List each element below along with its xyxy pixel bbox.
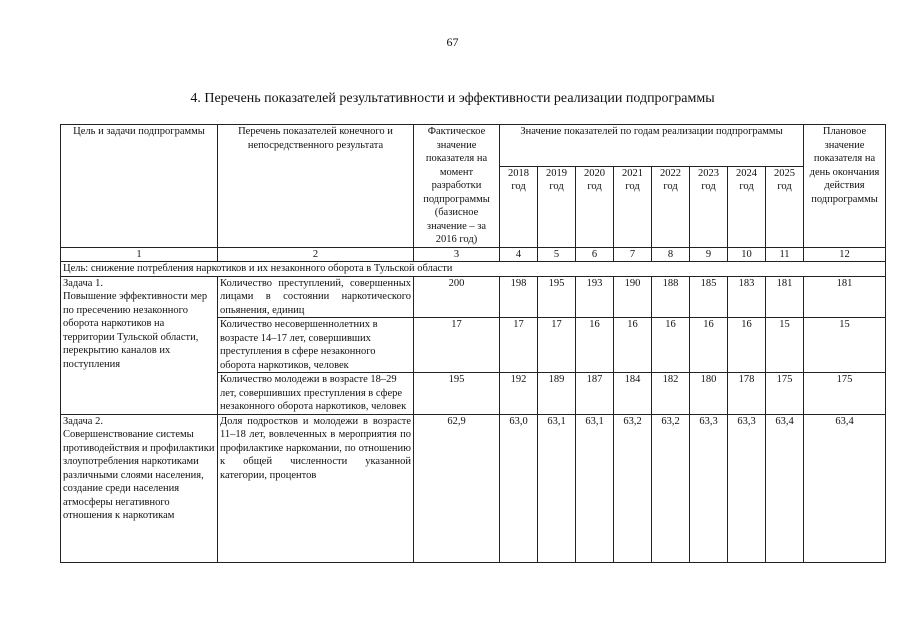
year-value: 63,1 — [538, 414, 576, 562]
header-year: 2023 год — [690, 166, 728, 247]
year-value: 178 — [728, 373, 766, 415]
year-value: 184 — [614, 373, 652, 415]
header-row — [61, 125, 886, 167]
year-value: 175 — [766, 373, 804, 415]
year-value: 187 — [576, 373, 614, 415]
year-value: 182 — [652, 373, 690, 415]
year-value: 63,2 — [614, 414, 652, 562]
year-value: 16 — [576, 318, 614, 373]
header-goal: Цель и задачи подпрограммы — [61, 125, 218, 248]
year-value: 17 — [538, 318, 576, 373]
indicator-name: Доля подростков и молодежи в возрасте 11–18 лет, вовлеченных в мероприятия по профилактике наркомании, по отношению к общей численности указанной категории, процентов — [218, 414, 414, 562]
year-value: 193 — [576, 276, 614, 318]
year-value: 183 — [728, 276, 766, 318]
year-value: 188 — [652, 276, 690, 318]
column-number: 6 — [576, 247, 614, 262]
header-year: 2021 год — [614, 166, 652, 247]
year-value: 16 — [614, 318, 652, 373]
column-number: 7 — [614, 247, 652, 262]
page-title: 4. Перечень показателей результативности и эффективности реализации подпрограммы — [190, 91, 715, 106]
year-value: 190 — [614, 276, 652, 318]
indicator-name: Количество молодежи в возрасте 18–29 лет, совершивших преступления в сфере незаконного оборота наркотиков, человек — [218, 373, 414, 415]
task-cell: Задача 1. Повышение эффективности мер по пресечению незаконного оборота наркотиков на территории Тульской области, перекрытию каналов их поступления — [61, 276, 218, 414]
column-number: 2 — [218, 247, 414, 262]
header-year: 2025 год — [766, 166, 804, 247]
indicator-name: Количество преступлений, совершенных лицами в состоянии наркотического опьянения, единиц — [218, 276, 414, 318]
column-number: 11 — [766, 247, 804, 262]
table-row — [61, 414, 886, 562]
year-value: 16 — [652, 318, 690, 373]
planned-value: 63,4 — [804, 414, 886, 562]
header-year: 2020 год — [576, 166, 614, 247]
planned-value: 175 — [804, 373, 886, 415]
base-value: 62,9 — [414, 414, 500, 562]
goal-text: Цель: снижение потребления наркотиков и их незаконного оборота в Тульской области — [61, 262, 886, 277]
year-value: 63,3 — [728, 414, 766, 562]
indicator-name: Количество несовершеннолетних в возрасте 14–17 лет, совершивших преступления в сфере незаконного оборота наркотиков, человек — [218, 318, 414, 373]
year-value: 16 — [690, 318, 728, 373]
year-value: 63,4 — [766, 414, 804, 562]
year-value: 185 — [690, 276, 728, 318]
planned-value: 181 — [804, 276, 886, 318]
base-value: 195 — [414, 373, 500, 415]
header-year: 2022 год — [652, 166, 690, 247]
column-number: 5 — [538, 247, 576, 262]
year-value: 180 — [690, 373, 728, 415]
year-value: 181 — [766, 276, 804, 318]
year-value: 63,0 — [500, 414, 538, 562]
year-value: 15 — [766, 318, 804, 373]
column-number: 9 — [690, 247, 728, 262]
column-numbers-row — [61, 247, 886, 262]
header-actual: Фактическое значение показателя на момент разработки подпрограммы (базисное значение – за 2016 год) — [414, 125, 500, 248]
column-number: 10 — [728, 247, 766, 262]
task-cell: Задача 2. Совершенствование системы противодействия и профилактики злоупотребления наркотиками различными слоями населения, создание среди населения атмосферы негативного отношения к наркотикам — [61, 414, 218, 562]
column-number: 8 — [652, 247, 690, 262]
year-value: 63,3 — [690, 414, 728, 562]
year-value: 192 — [500, 373, 538, 415]
year-value: 63,2 — [652, 414, 690, 562]
header-year: 2018 год — [500, 166, 538, 247]
planned-value: 15 — [804, 318, 886, 373]
goal-row — [61, 262, 886, 277]
header-planned: Плановое значение показателя на день окончания действия подпрограммы — [804, 125, 886, 248]
year-value: 189 — [538, 373, 576, 415]
column-number: 3 — [414, 247, 500, 262]
year-value: 17 — [500, 318, 538, 373]
year-value: 195 — [538, 276, 576, 318]
base-value: 200 — [414, 276, 500, 318]
year-value: 63,1 — [576, 414, 614, 562]
header-indicators: Перечень показателей конечного и непосредственного результата — [218, 125, 414, 248]
column-number: 1 — [61, 247, 218, 262]
column-number: 12 — [804, 247, 886, 262]
header-by-years: Значение показателей по годам реализации подпрограммы — [500, 125, 804, 167]
year-value: 198 — [500, 276, 538, 318]
indicators-table — [60, 124, 886, 563]
column-number: 4 — [500, 247, 538, 262]
header-year: 2024 год — [728, 166, 766, 247]
base-value: 17 — [414, 318, 500, 373]
year-value: 16 — [728, 318, 766, 373]
page-number: 67 — [446, 35, 459, 49]
table-row — [61, 276, 886, 318]
header-year: 2019 год — [538, 166, 576, 247]
